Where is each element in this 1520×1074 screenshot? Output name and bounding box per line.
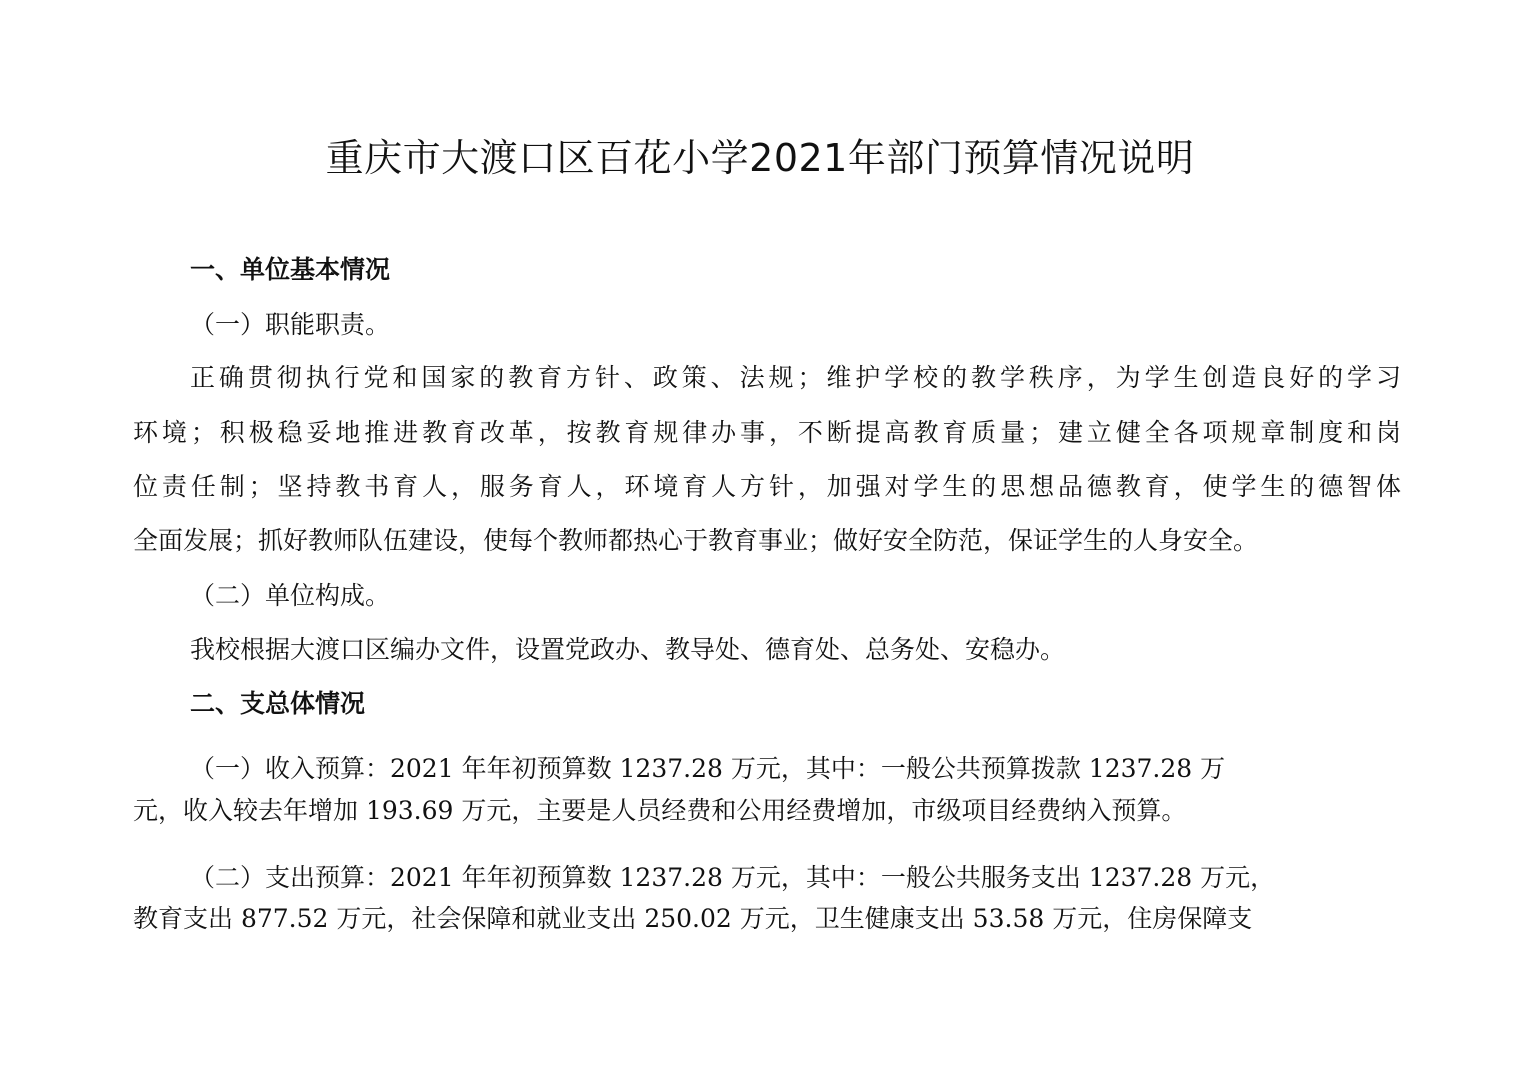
section-heading-basic-info: 一、单位基本情况 (190, 255, 391, 284)
income-line-1: （一）收入预算：2021 年年初预算数 1237.28 万元，其中：一般公共预算拨款 1237.28 万 (190, 754, 1226, 783)
subsection-heading-duties: （一）职能职责。 (190, 310, 391, 339)
duties-line-3: 位责任制；坚持教书育人，服务育人，环境育人方针，加强对学生的思想品德教育，使学生的德智体 (133, 472, 1401, 501)
subsection-heading-composition: （二）单位构成。 (190, 581, 391, 610)
composition-line-1: 我校根据大渡口区编办文件，设置党政办、教导处、德育处、总务处、安稳办。 (190, 635, 1066, 664)
income-line-2: 元，收入较去年增加 193.69 万元，主要是人员经费和公用经费增加，市级项目经费纳入预算。 (133, 796, 1187, 825)
expense-line-1: （二）支出预算：2021 年年初预算数 1237.28 万元，其中：一般公共服务支出 1237.28 万元， (190, 863, 1276, 892)
section-heading-overall: 二、支总体情况 (190, 689, 366, 718)
document-title: 重庆市大渡口区百花小学2021年部门预算情况说明 (325, 136, 1195, 180)
expense-line-2: 教育支出 877.52 万元，社会保障和就业支出 250.02 万元，卫生健康支出 53.58 万元，住房保障支 (133, 904, 1253, 933)
duties-line-1: 正确贯彻执行党和国家的教育方针、政策、法规；维护学校的教学秩序，为学生创造良好的学习 (190, 363, 1401, 392)
duties-line-4: 全面发展；抓好教师队伍建设，使每个教师都热心于教育事业；做好安全防范，保证学生的人身安全。 (133, 526, 1259, 555)
duties-line-2: 环境；积极稳妥地推进教育改革，按教育规律办事，不断提高教育质量；建立健全各项规章制度和岗 (133, 418, 1401, 447)
